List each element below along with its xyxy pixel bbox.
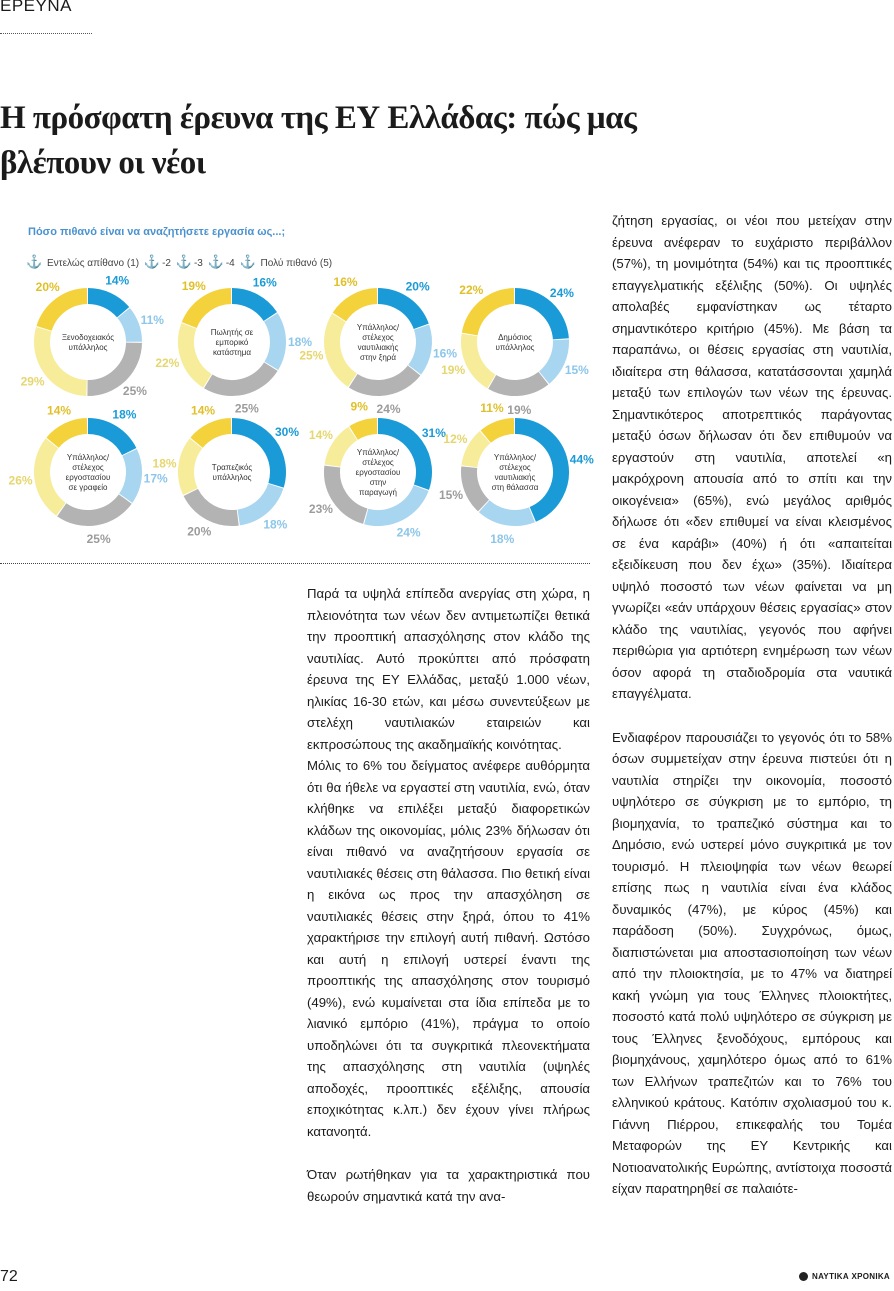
paragraph: Παρά τα υψηλά επίπεδα ανεργίας στη χώρα, η πλειονότητα των νέων δεν αντιμετωπίζει θετικά την προοπτική απασχόλησης στον κλάδο της ναυτιλίας. Αυτό προκύπτει από πρόσφατη έρευνα της ΕΥ Ελλάδας, μεταξύ 1.000 νέων, ηλικίας 16-30 ετών, και μέσω συνεντεύξεων με στελέχη ναυτιλιακών εταιρειών και εκπροσώπους της ακαδημαϊκής κοινότητας. <box>307 586 590 752</box>
chart-title: Πόσο πιθανό είναι να αναζητήσετε εργασία ως...; <box>28 226 286 238</box>
donut-slice <box>486 426 514 437</box>
donut-chart <box>299 275 457 416</box>
slice-value-label: 14% <box>47 403 72 418</box>
donut-slice <box>44 296 87 328</box>
donut-slice <box>186 443 196 491</box>
slice-value-label: 26% <box>8 473 33 488</box>
publication-label: ΝΑΥΤΙΚΑ ΧΡΟΝΙΚΑ <box>812 1272 890 1281</box>
donut-slice <box>62 499 125 518</box>
section-rule <box>0 33 92 34</box>
slice-value-label: 15% <box>439 488 464 503</box>
donut-slice <box>191 492 238 518</box>
legend-mid-3: -3 <box>193 258 203 269</box>
slice-value-label: 19% <box>441 363 466 378</box>
legend-mid-2: -2 <box>162 258 171 269</box>
paragraph: Όταν ρωτήθηκαν για τα χαρακτηριστικά που θεωρούν σημαντικά κατά την ανα- <box>307 1167 590 1204</box>
slice-value-label: 18% <box>287 335 313 349</box>
slice-value-label: 14% <box>105 273 130 288</box>
donut-center-label: Υπάλληλος/ στέλεχος εργοστασίου σε γραφείο <box>65 453 111 492</box>
donut-slice <box>544 340 561 378</box>
slice-value-label: 30% <box>274 425 300 440</box>
slice-value-label: 12% <box>443 432 468 447</box>
legend-low: Εντελώς απίθανο (1) <box>46 258 140 269</box>
donut-slice <box>197 426 231 443</box>
donut-chart <box>309 400 446 540</box>
donut-slice <box>469 467 484 505</box>
legend-mid-4: -4 <box>225 258 235 269</box>
section-label: ΕΡΕΥΝΑ <box>0 0 72 15</box>
paragraph: Ενδιαφέρον παρουσιάζει το γεγονός ότι το 58% όσων συμμετείχαν στην έρευνα πιστεύει ότι η ναυτιλία στηρίζει την οικονομία, ποσοστό υψηλότερο σε σύγκριση με το εμπόριο, τη βιομηχανία, το τραπεζικό σύστημα και το Δημόσιο, ενώ υστερεί μόνο συγκριτικά με τον τουρισμό. Η πλειοψηφία των νέων θεωρεί επίσης πως η ναυτιλία είναι ένα κλάδος δυναμικός (47%), με κύρος (45%) και παράδοση (50%). Συγχρόνως, όμως, διαπιστώνεται μια αποστασιοποίηση των νέων από την πλοιοκτησία, με το 47% να διατηρεί κακή γνώμη για τους Έλληνες πλοιοκτήτες, ποσοστό κατά πολύ υψηλότερο σε σύγκριση με τους Έλληνες ξενοδόχους, εμπόρους και βιομηχάνους, χαμηλότερο όμως από το 61% των Ελλήνων τραπεζιτών και το 76% του ελληνικού κράτους. Κατόπιν σχολιασμού του κ. Γιάννη Πιέρρου, επικεφαλής του Τομέα Μεταφορών της ΕΥ Κεντρικής και Νοτιοανατολικής Ευρώπης, αντίστοιχα ποσοστά είχαν παρατηρηθεί σε παλαιότε- <box>612 729 892 1196</box>
donut-center-label: Πωλητής σε εμπορικό κατάστημα <box>210 328 254 357</box>
logo-icon <box>799 1272 808 1281</box>
slice-value-label: 18% <box>152 456 177 471</box>
slice-value-label: 11% <box>140 312 164 327</box>
donut-slice <box>469 437 485 466</box>
slice-value-label: 20% <box>405 279 430 294</box>
donut-slice <box>124 313 134 342</box>
slice-value-label: 19% <box>181 278 206 293</box>
publication-name <box>799 1272 890 1281</box>
slice-value-label: 19% <box>507 402 532 417</box>
donut-slice <box>189 296 231 325</box>
donut-slice <box>470 296 514 334</box>
slice-value-label: 25% <box>234 401 259 416</box>
slice-value-label: 23% <box>308 502 333 517</box>
donut-chart <box>441 283 589 417</box>
slice-value-label: 25% <box>299 348 324 363</box>
anchor-icon: ⚓ <box>143 254 161 269</box>
donut-slice <box>469 335 491 382</box>
donut-chart <box>153 403 300 538</box>
slice-value-label: 18% <box>263 517 288 532</box>
donut-center-label: Δημόσιος υπάλληλος <box>495 333 535 352</box>
page-number: 72 <box>0 1268 18 1285</box>
slice-value-label: 9% <box>350 399 368 414</box>
slice-value-label: 18% <box>490 531 515 546</box>
slice-value-label: 22% <box>155 356 180 371</box>
donut-slice <box>378 296 421 326</box>
headline: Η πρόσφατη έρευνα της ΕΥ Ελλάδας: πώς μας βλέπουν οι νέοι <box>0 100 637 181</box>
donut-slice <box>332 318 352 380</box>
anchor-icon: ⚓ <box>239 254 256 269</box>
donut-slice <box>339 296 377 317</box>
donut-slice <box>484 506 532 518</box>
donut-slice <box>88 296 123 312</box>
paragraph: ζήτηση εργασίας, οι νέοι που μετείχαν στην έρευνα ανέφεραν το ευχάριστο περιβάλλον (57%), τη μονιμότητα (54%) και τις προοπτικές επαγγελματικής εξέλιξης (50%). Οι υψηλές απολαβές εμφανίστηκαν ως τέταρτο σημαντικότερο κριτήριο (45%). Με βάση τα παραπάνω, οι θέσεις εργασίας στη ναυτιλία, ιδιαίτερα στη θάλασσα, κατατάσσονται χαμηλά μεταξύ των επιλογών των νέων της έρευνας. Σημαντικότερος αποτρεπτικός παράγοντας μεταξύ όσων δήλωσαν ότι δεν επιθυμούν να εργαστούν στη ναυτιλία, αποτελεί «η μακρόχρονη απουσία από το σπίτι και την οικογένεια» (65%), ενώ μεγάλος αριθμός δήλωσε ότι «δεν επιθυμεί να είναι κλεισμένος σε ένα καράβι» (40%) ή ότι «απαιτείται εξειδίκευση που δεν έχω» (35%). Ιδιαίτερα υψηλό ποσοστό των νέων φαίνεται να μη γνωρίζει «εάν υπάρχουν θέσεις εργασίας» στον κλάδο της ναυτιλίας, γεγονός που αφήνει περιθώρια για αρτιότερη ενημέρωση των νέων όσον αφορά τη σταδιοδρομία στα ναυτικά επαγγέλματα. <box>612 213 892 701</box>
anchor-icon: ⚓ <box>207 254 224 269</box>
slice-value-label: 44% <box>569 452 594 467</box>
donut-slice <box>88 426 129 452</box>
slice-value-label: 20% <box>35 280 60 295</box>
slice-value-label: 22% <box>459 282 484 297</box>
slice-value-label: 24% <box>376 402 401 417</box>
anchor-icon: ⚓ <box>26 254 43 269</box>
donut-center-label: Υπάλληλος/ στέλεχος εργοστασίου στην παραγωγή <box>355 448 401 497</box>
slice-value-label: 11% <box>480 401 504 416</box>
paragraph: Μόλις το 6% του δείγματος ανέφερε αυθόρμητα ότι θα ήθελε να εργαστεί στη ναυτιλία, ενώ, όταν κλήθηκε να επιλέξει μεταξύ διαφορετικών κλάδων της οικονομίας, μόλις 23% δήλωσαν ότι είναι πιθανό να αναζητήσουν εργασία σε ναυτιλιακές θέσεις στη θάλασσα. Πιο θετική είναι η εικόνα ως προς την απασχόληση σε ναυτιλιακές θέσεις στην ξηρά, όπου το 41% χαρακτήρισε την επιλογή αυτή πιθανή. Ωστόσο και αυτή η επιλογή υστερεί έναντι της προοπτικής της απασχόλησης στον τουρισμό (49%), ενώ κυμαίνεται στα ίδια επίπεδα με το λιανικό εμπόριο (41%), πράγμα το οποίο υποδηλώνει ότι τα συγκριτικά πλεονεκτήματα της απασχόλησης στη ναυτιλία (υψηλές αποδοχές, προοπτικές εξέλιξης, απουσία εποχικότητας κ.λπ.) δεν έχουν γίνει πλήρως κατανοητά. <box>307 758 590 1139</box>
slice-value-label: 31% <box>421 426 446 441</box>
donut-center-label: Ξενοδοχειακός υπάλληλος <box>61 333 115 352</box>
legend-high: Πολύ πιθανό (5) <box>260 258 333 269</box>
anchor-icon: ⚓ <box>175 254 192 269</box>
slice-value-label: 15% <box>564 363 589 378</box>
slice-value-label: 25% <box>86 532 111 547</box>
donut-slice <box>186 326 207 381</box>
donut-slice <box>42 443 61 509</box>
donut-slice <box>232 296 270 317</box>
donut-slice <box>271 317 278 365</box>
donut-center-label: Υπάλληλος/ στέλεχος ναυτιλιακής στη θάλασσα <box>491 453 539 492</box>
donut-slice <box>415 327 424 370</box>
donut-slice <box>208 367 271 388</box>
figure-divider <box>0 563 590 564</box>
donut-slice <box>492 378 543 388</box>
slice-value-label: 25% <box>122 384 147 399</box>
donut-chart <box>439 401 594 546</box>
donut-slice <box>53 426 87 443</box>
slice-value-label: 16% <box>252 275 277 290</box>
donut-center-label: Υπάλληλος/ στέλεχος ναυτιλιακής στην ξηρά <box>356 323 400 362</box>
slice-value-label: 18% <box>112 407 137 422</box>
donut-chart <box>21 274 165 399</box>
donut-chart <box>9 403 169 546</box>
slice-value-label: 24% <box>549 285 574 300</box>
donut-slice <box>354 426 377 433</box>
slice-value-label: 16% <box>432 346 458 361</box>
slice-value-label: 16% <box>333 275 358 290</box>
slice-value-label: 14% <box>308 427 333 442</box>
slice-value-label: 17% <box>143 471 168 486</box>
donut-slice <box>353 371 414 388</box>
chart-legend <box>26 254 334 270</box>
slice-value-label: 14% <box>191 403 216 418</box>
article-column-2 <box>612 210 892 1200</box>
donut-slice <box>239 486 276 517</box>
donut-center-label: Τραπεζικός υπάλληλος <box>211 463 253 482</box>
donut-slice <box>126 452 134 498</box>
slice-value-label: 20% <box>187 524 212 539</box>
slice-value-label: 29% <box>20 374 45 389</box>
donut-chart <box>155 275 313 418</box>
slice-value-label: 24% <box>396 525 421 540</box>
donut-slice <box>332 434 352 466</box>
article-column-1 <box>307 583 590 1207</box>
